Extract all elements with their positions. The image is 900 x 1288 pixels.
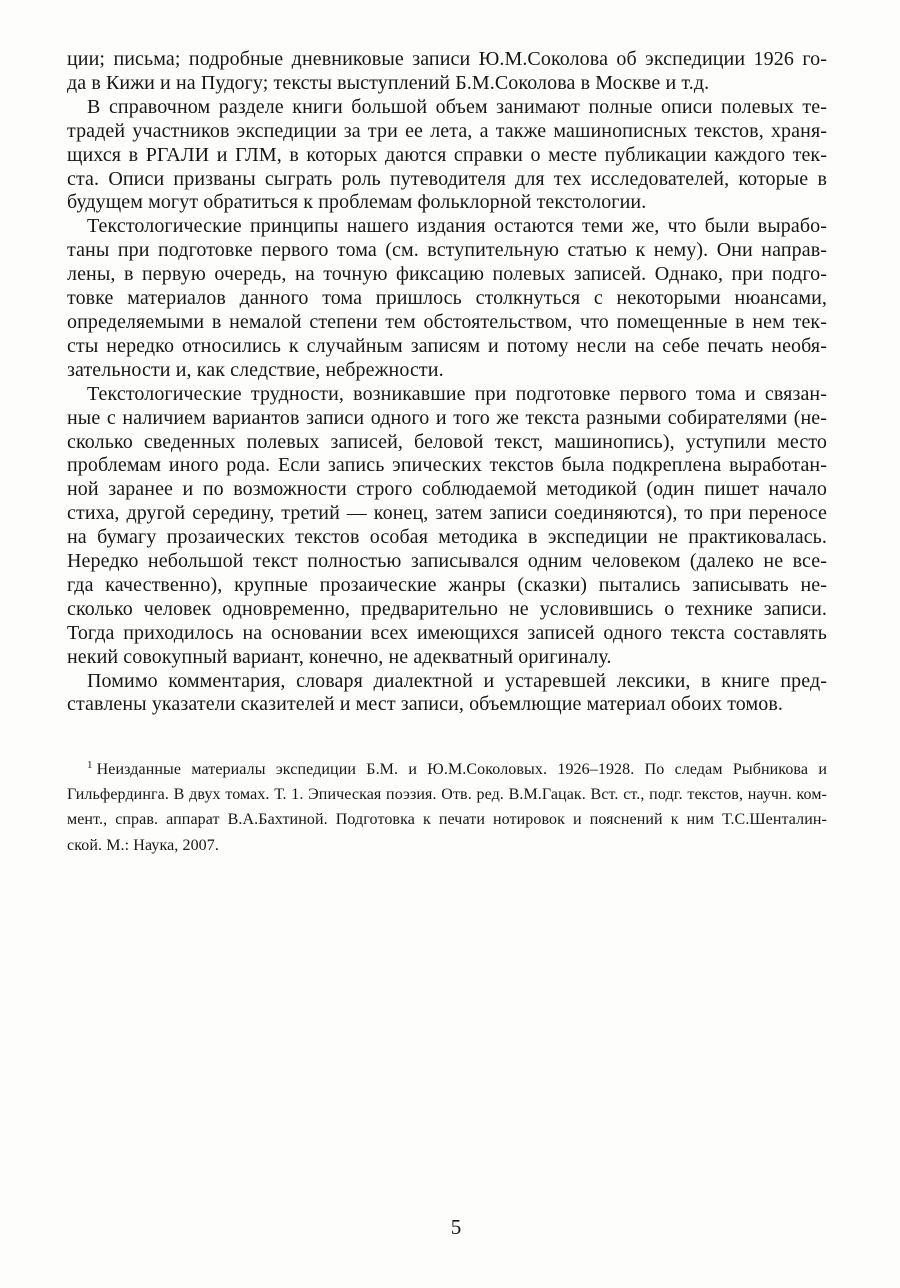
body-line: зательности и, как следствие, небрежности. [67, 358, 444, 381]
body-line: Нередко небольшой текст полностью записывался одним человеком (далеко не все- [67, 550, 827, 573]
body-line: Помимо комментария, словаря диалектной и устаревшей лексики, в книге пред- [87, 669, 827, 692]
footnote-marker: 1 [87, 758, 93, 771]
body-line: Тогда приходилось на основании всех имеющихся записей одного текста составлять [67, 621, 827, 644]
body-line: сколько человек одновременно, предварительно не условившись о технике записи. [67, 597, 827, 620]
body-line: В справочном разделе книги большой объем занимают полные описи полевых те- [87, 95, 827, 118]
body-line: таны при подготовке первого тома (см. вступительную статью к нему). Они направ- [67, 239, 827, 262]
body-line: проблемам иного рода. Если запись эпических текстов была подкреплена выработан- [67, 454, 827, 477]
body-line: лены, в первую очередь, на точную фиксацию полевых записей. Однако, при подго- [67, 263, 827, 286]
body-line: гда качественно), крупные прозаические жанры (сказки) пытались записывать не- [67, 573, 827, 596]
body-line: определяемыми в немалой степени тем обстоятельством, что помещенные в нем тек- [67, 310, 827, 333]
body-line: ста. Описи призваны сыграть роль путеводителя для тех исследователей, которые в [67, 167, 827, 190]
body-line: ставлены указатели сказителей и мест записи, объемлющие материал обоих томов. [67, 693, 784, 716]
body-line: товке материалов данного тома пришлось столкнуться с некоторыми нюансами, [67, 287, 827, 310]
body-line: сколько сведенных полевых записей, беловой текст, машинопись), уступили место [67, 430, 827, 453]
body-line: на бумагу прозаических текстов особая методика в экспедиции не практиковалась. [67, 526, 827, 549]
body-line: Текстологические трудности, возникавшие при подготовке первого тома и связан- [87, 382, 827, 405]
footnote-line-text: Неизданные материалы экспедиции Б.М. и Ю.М.Соколовых. 1926–1928. По следам Рыбникова и [96, 761, 827, 778]
footnote-line: ской. М.: Наука, 2007. [67, 836, 219, 854]
footnote-line: мент., справ. аппарат В.А.Бахтиной. Подготовка к печати нотировок и пояснений к ним Т.С.Шенталин- [67, 811, 827, 829]
footnote-line [67, 757, 827, 782]
body-line: ной заранее и по возможности строго соблюдаемой методикой (один пишет начало [67, 478, 827, 501]
body-line: ные с наличием вариантов записи одного и того же текста разными собирателями (не- [67, 406, 827, 429]
page-number: 5 [450, 1215, 462, 1239]
body-line: стиха, другой середину, третий — конец, затем записи соединяются), то при переносе [67, 502, 827, 525]
body-text-block [67, 48, 827, 717]
body-line: щихся в РГАЛИ и ГЛМ, в которых даются справки о месте публикации каждого тек- [67, 143, 827, 166]
body-line: некий совокупный вариант, конечно, не адекватный оригиналу. [67, 645, 612, 668]
footnote-line: Гильфердинга. В двух томах. Т. 1. Эпическая поэзия. Отв. ред. В.М.Гацак. Вст. ст., подг. текстов, научн. ком- [67, 786, 827, 804]
body-line: будущем могут обратиться к проблемам фольклорной текстологии. [67, 191, 647, 214]
footnote-block [67, 757, 827, 858]
body-line: ции; письма; подробные дневниковые записи Ю.М.Соколова об экспедиции 1926 го- [67, 48, 827, 70]
body-line: сты нередко относились к случайным записям и потому несли на себе печать необя- [67, 334, 827, 357]
body-line: Текстологические принципы нашего издания остаются теми же, что были вырабо- [87, 215, 827, 238]
body-line: традей участников экспедиции за три ее лета, а также машинописных текстов, храня- [67, 119, 827, 142]
body-line: да в Кижи и на Пудогу; тексты выступлений Б.М.Соколова в Москве и т.д. [67, 71, 710, 94]
